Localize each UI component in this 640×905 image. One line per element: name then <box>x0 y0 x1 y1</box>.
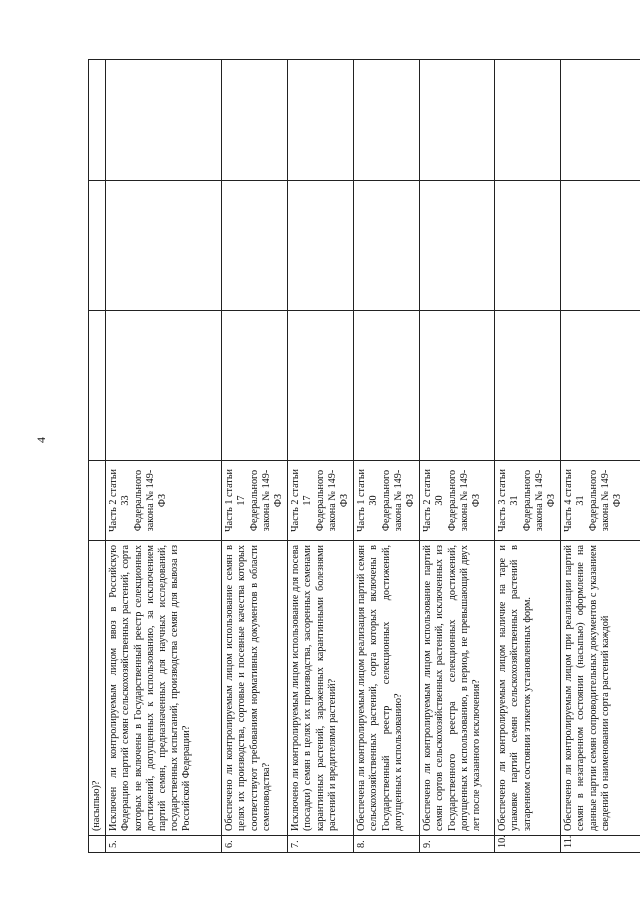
row-number-cell <box>89 836 106 853</box>
answer-cell <box>222 181 288 311</box>
legal-reference-cell: Часть 4 статьи 31 Федерального закона № 149-ФЗ <box>561 461 640 541</box>
answer-cell <box>354 60 420 181</box>
row-number-cell: 6. <box>222 836 288 853</box>
table-row <box>89 60 106 853</box>
answer-cell <box>420 311 495 461</box>
answer-cell <box>222 60 288 181</box>
answer-cell <box>561 311 640 461</box>
question-cell: Обеспечено ли контролируемым лицом при реализации партий семян в незатаренном состоянии (насыпью) оформление на данные партии семян сопроводительных документов с указанием сведений о наименовании сорта растений каждой <box>561 541 640 836</box>
question-cell: Обеспечено ли контролируемым лицом использование партий семян сортов сельскохозяйственных растений, исключенных из Государственного реестра селекционных достижений, допущенных к использованию, в период, не превышающий двух лет после указанного исключения? <box>420 541 495 836</box>
answer-cell <box>495 181 561 311</box>
answer-cell <box>354 181 420 311</box>
legal-reference-cell: Часть 2 статьи 30 Федерального закона № 149-ФЗ <box>420 461 495 541</box>
legal-reference-cell: Часть 1 статьи 17 Федерального закона № 149-ФЗ <box>222 461 288 541</box>
answer-cell <box>222 311 288 461</box>
legal-reference-cell: Часть 2 статьи 17 Федерального закона № 149-ФЗ <box>288 461 354 541</box>
row-number-cell: 8. <box>354 836 420 853</box>
table-row <box>106 60 222 853</box>
answer-cell <box>106 311 222 461</box>
answer-cell <box>288 60 354 181</box>
answer-cell <box>106 181 222 311</box>
row-number-cell: 7. <box>288 836 354 853</box>
legal-reference-cell: Часть 2 статьи 33 Федерального закона № 149-ФЗ <box>106 461 222 541</box>
answer-cell <box>561 60 640 181</box>
row-number-cell: 10. <box>495 836 561 853</box>
rotated-table-wrapper <box>88 60 638 853</box>
row-number-cell: 5. <box>106 836 222 853</box>
answer-cell <box>420 60 495 181</box>
question-cell: Обеспечена ли контролируемым лицом реализация партий семян сельскохозяйственных растений, сорта которых включены в Государственный реестр селекционных достижений, допущенных к использованию? <box>354 541 420 836</box>
answer-cell <box>288 311 354 461</box>
checklist-table <box>88 59 640 853</box>
row-number-cell: 9. <box>420 836 495 853</box>
answer-cell <box>561 181 640 311</box>
answer-cell <box>89 181 106 311</box>
table-row <box>561 60 640 853</box>
table-row <box>354 60 420 853</box>
table-row <box>288 60 354 853</box>
question-cell: Исключено ли контролируемым лицом использование для посева (посадки) семян в целях их производства, засоренных семенами карантинных растений, зараженных карантинными болезнями растений и вредителями растений? <box>288 541 354 836</box>
legal-reference-cell <box>89 461 106 541</box>
question-cell: Исключен ли контролируемым лицом ввоз в Российскую Федерацию партий семян сельскохозяйственных растений, сорта которых не включены в Государственный реестр селекционных достижений, допущенных к использованию, за исключением партий семян, предназначенных для научных исследований, государственных испытаний, производства семян для вывоза из Российской Федерации? <box>106 541 222 836</box>
answer-cell <box>354 311 420 461</box>
answer-cell <box>106 60 222 181</box>
table-row <box>420 60 495 853</box>
page-number: 4 <box>34 437 48 443</box>
answer-cell <box>495 60 561 181</box>
question-cell: (насыпью)? <box>89 541 106 836</box>
answer-cell <box>89 311 106 461</box>
answer-cell <box>495 311 561 461</box>
answer-cell <box>288 181 354 311</box>
row-number-cell: 11. <box>561 836 640 853</box>
question-cell: Обеспечено ли контролируемым лицом наличие на таре и упаковке партий семян сельскохозяйственных растений в затаренном состоянии этикеток установленных форм. <box>495 541 561 836</box>
legal-reference-cell: Часть 1 статьи 30 Федерального закона № 149-ФЗ <box>354 461 420 541</box>
question-cell: Обеспечено ли контролируемым лицом использование семян в целях их производства, сортовые и посевные качества которых соответствуют требованиям нормативных документов в области семеноводства? <box>222 541 288 836</box>
table-row <box>222 60 288 853</box>
answer-cell <box>89 60 106 181</box>
table-row <box>495 60 561 853</box>
answer-cell <box>420 181 495 311</box>
legal-reference-cell: Часть 3 статьи 31 Федерального закона № 149-ФЗ <box>495 461 561 541</box>
